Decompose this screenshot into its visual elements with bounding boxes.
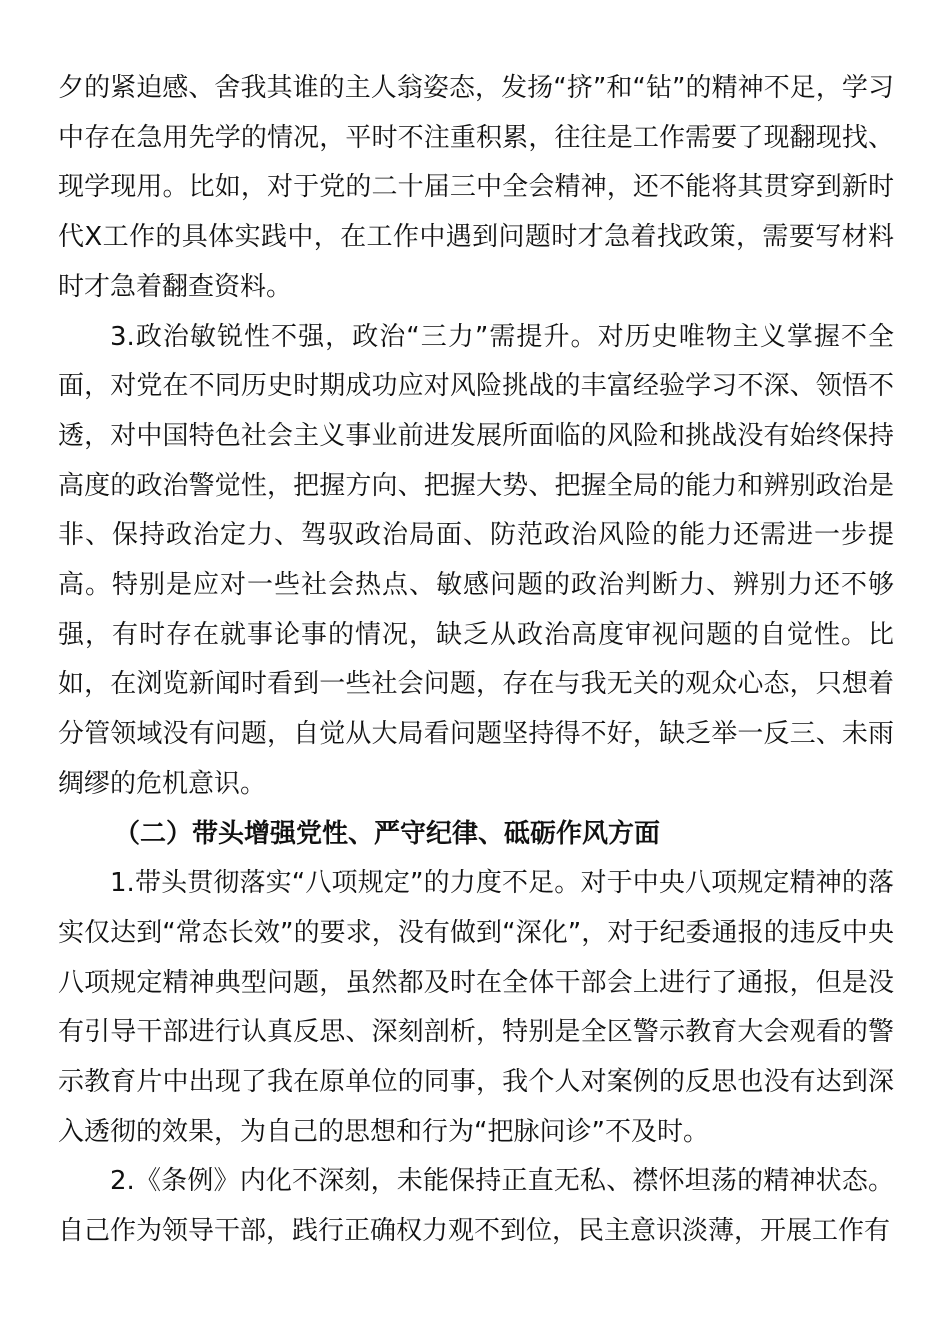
paragraph-eight-rules: 1.带头贯彻落实“八项规定”的力度不足。对于中央八项规定精神的落实仅达到“常态长效”的要求，没有做到“深化”，对于纪委通报的违反中央八项规定精神典型问题，虽然都及时在全体干部会上进行了通报，但是没有引导干部进行认真反思、深刻剖析，特别是全区警示教育大会观看的警示教育片中出现了我在原单位的同事，我个人对案例的反思也没有达到深入透彻的效果，为自己的思想和行为“把脉问诊”不及时。 bbox=[58, 868, 894, 1147]
document-page bbox=[58, 64, 894, 1257]
paragraph-continuation: 夕的紧迫感、舍我其谁的主人翁姿态，发扬“挤”和“钻”的精神不足，学习中存在急用先学的情况，平时不注重积累，往往是工作需要了现翻现找、现学现用。比如，对于党的二十届三中全会精神，还不能将其贯穿到新时代X工作的具体实践中，在工作中遇到问题时才急着找政策，需要写材料时才急着翻查资料。 bbox=[58, 73, 894, 302]
paragraph-regulations: 2.《条例》内化不深刻，未能保持正直无私、襟怀坦荡的精神状态。自己作为领导干部，践行正确权力观不到位，民主意识淡薄，开展工作有 bbox=[58, 1166, 894, 1247]
paragraph-political-sensitivity: 3.政治敏锐性不强，政治“三力”需提升。对历史唯物主义掌握不全面，对党在不同历史时期成功应对风险挑战的丰富经验学习不深、领悟不透，对中国特色社会主义事业前进发展所面临的风险和挑战没有始终保持高度的政治警觉性，把握方向、把握大势、把握全局的能力和辨别政治是非、保持政治定力、驾驭政治局面、防范政治风险的能力还需进一步提高。特别是应对一些社会热点、敏感问题的政治判断力、辨别力还不够强，有时存在就事论事的情况，缺乏从政治高度审视问题的自觉性。比如，在浏览新闻时看到一些社会问题，存在与我无关的观众心态，只想着分管领域没有问题，自觉从大局看问题坚持得不好，缺乏举一反三、未雨绸缪的危机意识。 bbox=[58, 321, 894, 799]
section-heading-2: （二）带头增强党性、严守纪律、砥砺作风方面 bbox=[114, 818, 661, 849]
